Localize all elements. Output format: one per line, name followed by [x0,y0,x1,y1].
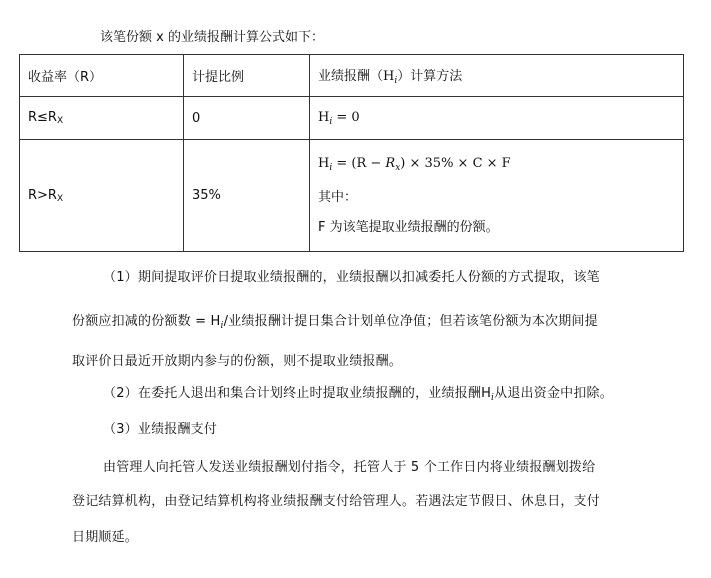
header-yield-rate: 收益率（R） [20,55,184,97]
paragraph-4-line-3: 日期顺延。 [72,530,139,545]
paragraph-1-line-3: 取评价日最近开放期内参与的份额，则不提取业绩报酬。 [72,354,403,369]
row1-ratio: 0 [184,97,310,140]
paragraph-2: （2）在委托人退出和集合计划终止时提取业绩报酬的，业绩报酬$H_i$从退出资金中扣除。 [103,386,613,403]
performance-fee-table [19,54,684,252]
paragraph-4-line-2: 登记结算机构，由登记结算机构将业绩报酬支付给管理人。若遇法定节假日、休息日，支付 [72,494,601,509]
table-header-row [20,55,684,97]
paragraph-1-line-2: 份额应扣减的份额数 = $H_i/$业绩报酬计提日集合计划单位净值；但若该笔份额为本次期间提 [72,314,598,331]
row2-note-label: 其中： [318,189,358,205]
paragraph-1-line-1: （1）期间提取评价日提取业绩报酬的，业绩报酬以扣减委托人份额的方式提取，该笔 [103,270,600,285]
intro-text: 该笔份额 x 的业绩报酬计算公式如下： [100,30,324,45]
row1-formula: $H_i = 0$ [310,97,684,140]
row2-formula-cell [310,140,684,252]
row2-yield-condition: R>RX [20,140,184,252]
header-calc-post: ）计算方法 [397,69,463,84]
row2-ratio: 35% [184,140,310,252]
table-row [20,140,684,252]
table-row [20,97,684,140]
header-calc-pre: 业绩报酬（ [318,69,384,84]
header-calc-method [310,55,684,97]
row2-note-text: F 为该笔提取业绩报酬的份额。 [318,219,499,235]
header-accrual-ratio: 计提比例 [184,55,310,97]
row2-formula: $H_i = (R - R_x) \times 35\% \times C \times F$ [318,155,511,173]
row1-yield-condition: R≤RX [20,97,184,140]
paragraph-3-heading: （3）业绩报酬支付 [103,422,218,437]
paragraph-4-line-1: 由管理人向托管人发送业绩报酬划付指令，托管人于 5 个工作日内将业绩报酬划拨给 [103,460,596,475]
header-calc-var: $H_i$ [383,69,398,86]
